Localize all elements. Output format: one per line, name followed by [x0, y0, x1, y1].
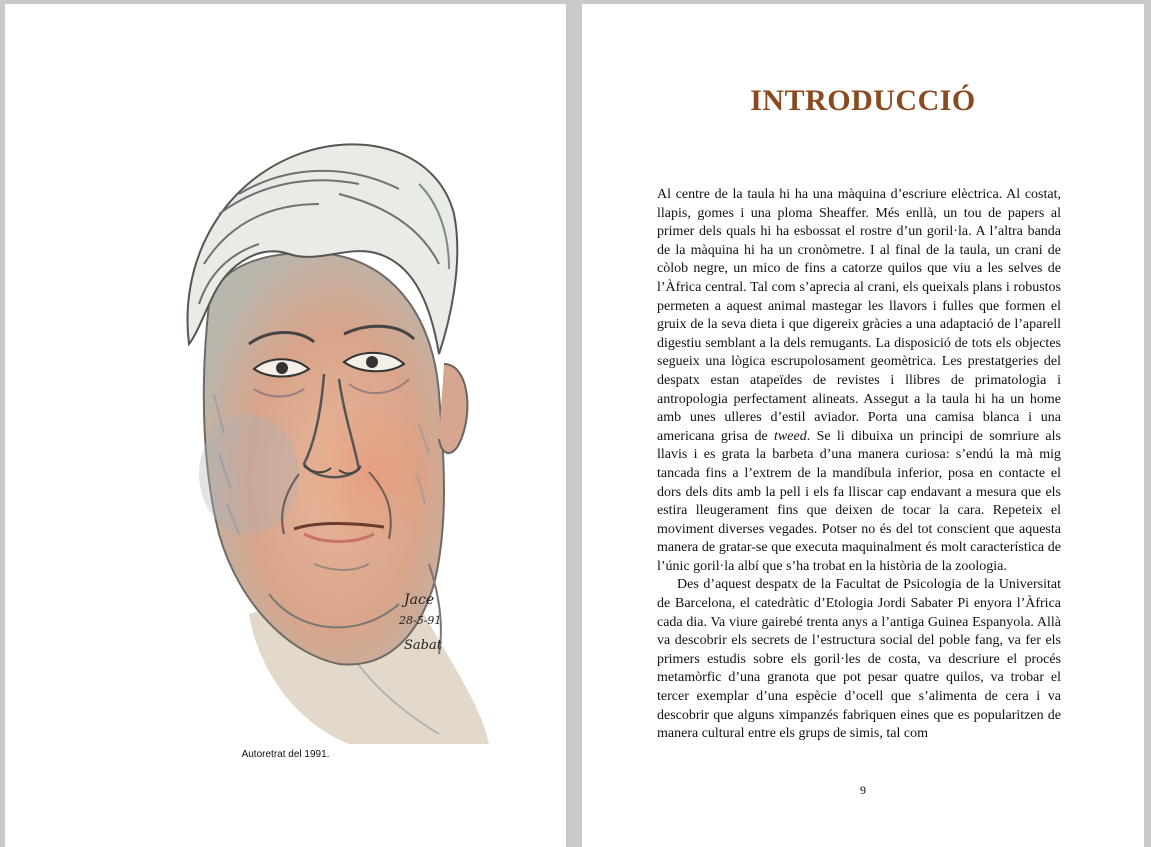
self-portrait-illustration	[99, 94, 549, 744]
right-page	[582, 4, 1144, 847]
left-page	[5, 4, 566, 847]
page-number: 9	[860, 783, 866, 797]
italic-word: tweed	[774, 428, 807, 444]
svg-text:28-5-91: 28-5-91	[399, 614, 442, 627]
paragraph-1: Al centre de la taula hi ha una màquina d’escriure elèctrica. Al costat, llapis, gomes i una ploma Sheaffer. Més enllà, un tou de papers al primer dels quals hi ha esbossat el rostre d’un goril·la. A l’altra banda de la màquina hi ha un cronòmetre. I al final de la taula, un crani de còlob negre, un mico de fins a catorze quilos que viu a les selves de l’Àfrica central. Tal com s’aprecia al crani, els queixals plans i robustos permeten a aquest animal mastegar les llavors i fulles que formen el gruix de la seva dieta i que digereix gràcies a una adaptació de l’aparell digestiu semblant a la dels remugants. La disposició de tots els objectes segueix una lògica escrupolosament geomètrica. Les prestatgeries del despatx estan atapeïdes de revistes i llibres de primatologia i antropologia perfectament alineats. Assegut a la taula hi ha un home amb unes ulleres d’estil aviador. Porta una camisa blanca i una americana grisa de tweed. Se li dibuixa un principi de somriure als llavis i es grata la barbeta d’una manera curiosa: s’endú la mà mig tancada fins a l’extrem de la mandíbula inferior, posa en contacte el dors dels dits amb la pell i els fa lliscar cap endavant a mesura que els estira lleugerament fins que deixen de tocar la cara. Repeteix el moviment diverses vegades. Potser no és del tot conscient que aquesta manera de gratar-se que executa maquinalment és molt característica de l’únic goril·la albí que s’ha trobat en la història de la zoologia.	[657, 187, 1061, 574]
svg-text:Jace: Jace	[404, 592, 435, 608]
paragraph-2: Des d’aquest despatx de la Facultat de Psicologia de la Universitat de Barcelona, el catedràtic d’Etologia Jordi Sabater Pi enyora l’Àfrica cada dia. Va viure gairebé trenta anys a l’antiga Guinea Espanyola. Allà va descobrir els secrets de l’estructura social del poble fang, va fer els primers estudis sobre els goril·les de costa, va descriure el procés metamòrfic d’una granota que pot pesar quatre quilos, va trobar el tercer exemplar d’una espècie d’ocell que s’alimenta de cera i va descobrir que alguns ximpanzés fabriquen eines que es popularitzen de manera cultural entre els grups de simis, tal com	[657, 577, 1061, 742]
illustration-caption: Autoretrat del 1991.	[241, 749, 330, 760]
chapter-title: INTRODUCCIÓ	[750, 84, 976, 117]
body-text	[657, 186, 1061, 744]
svg-text:Sabat: Sabat	[404, 638, 442, 653]
